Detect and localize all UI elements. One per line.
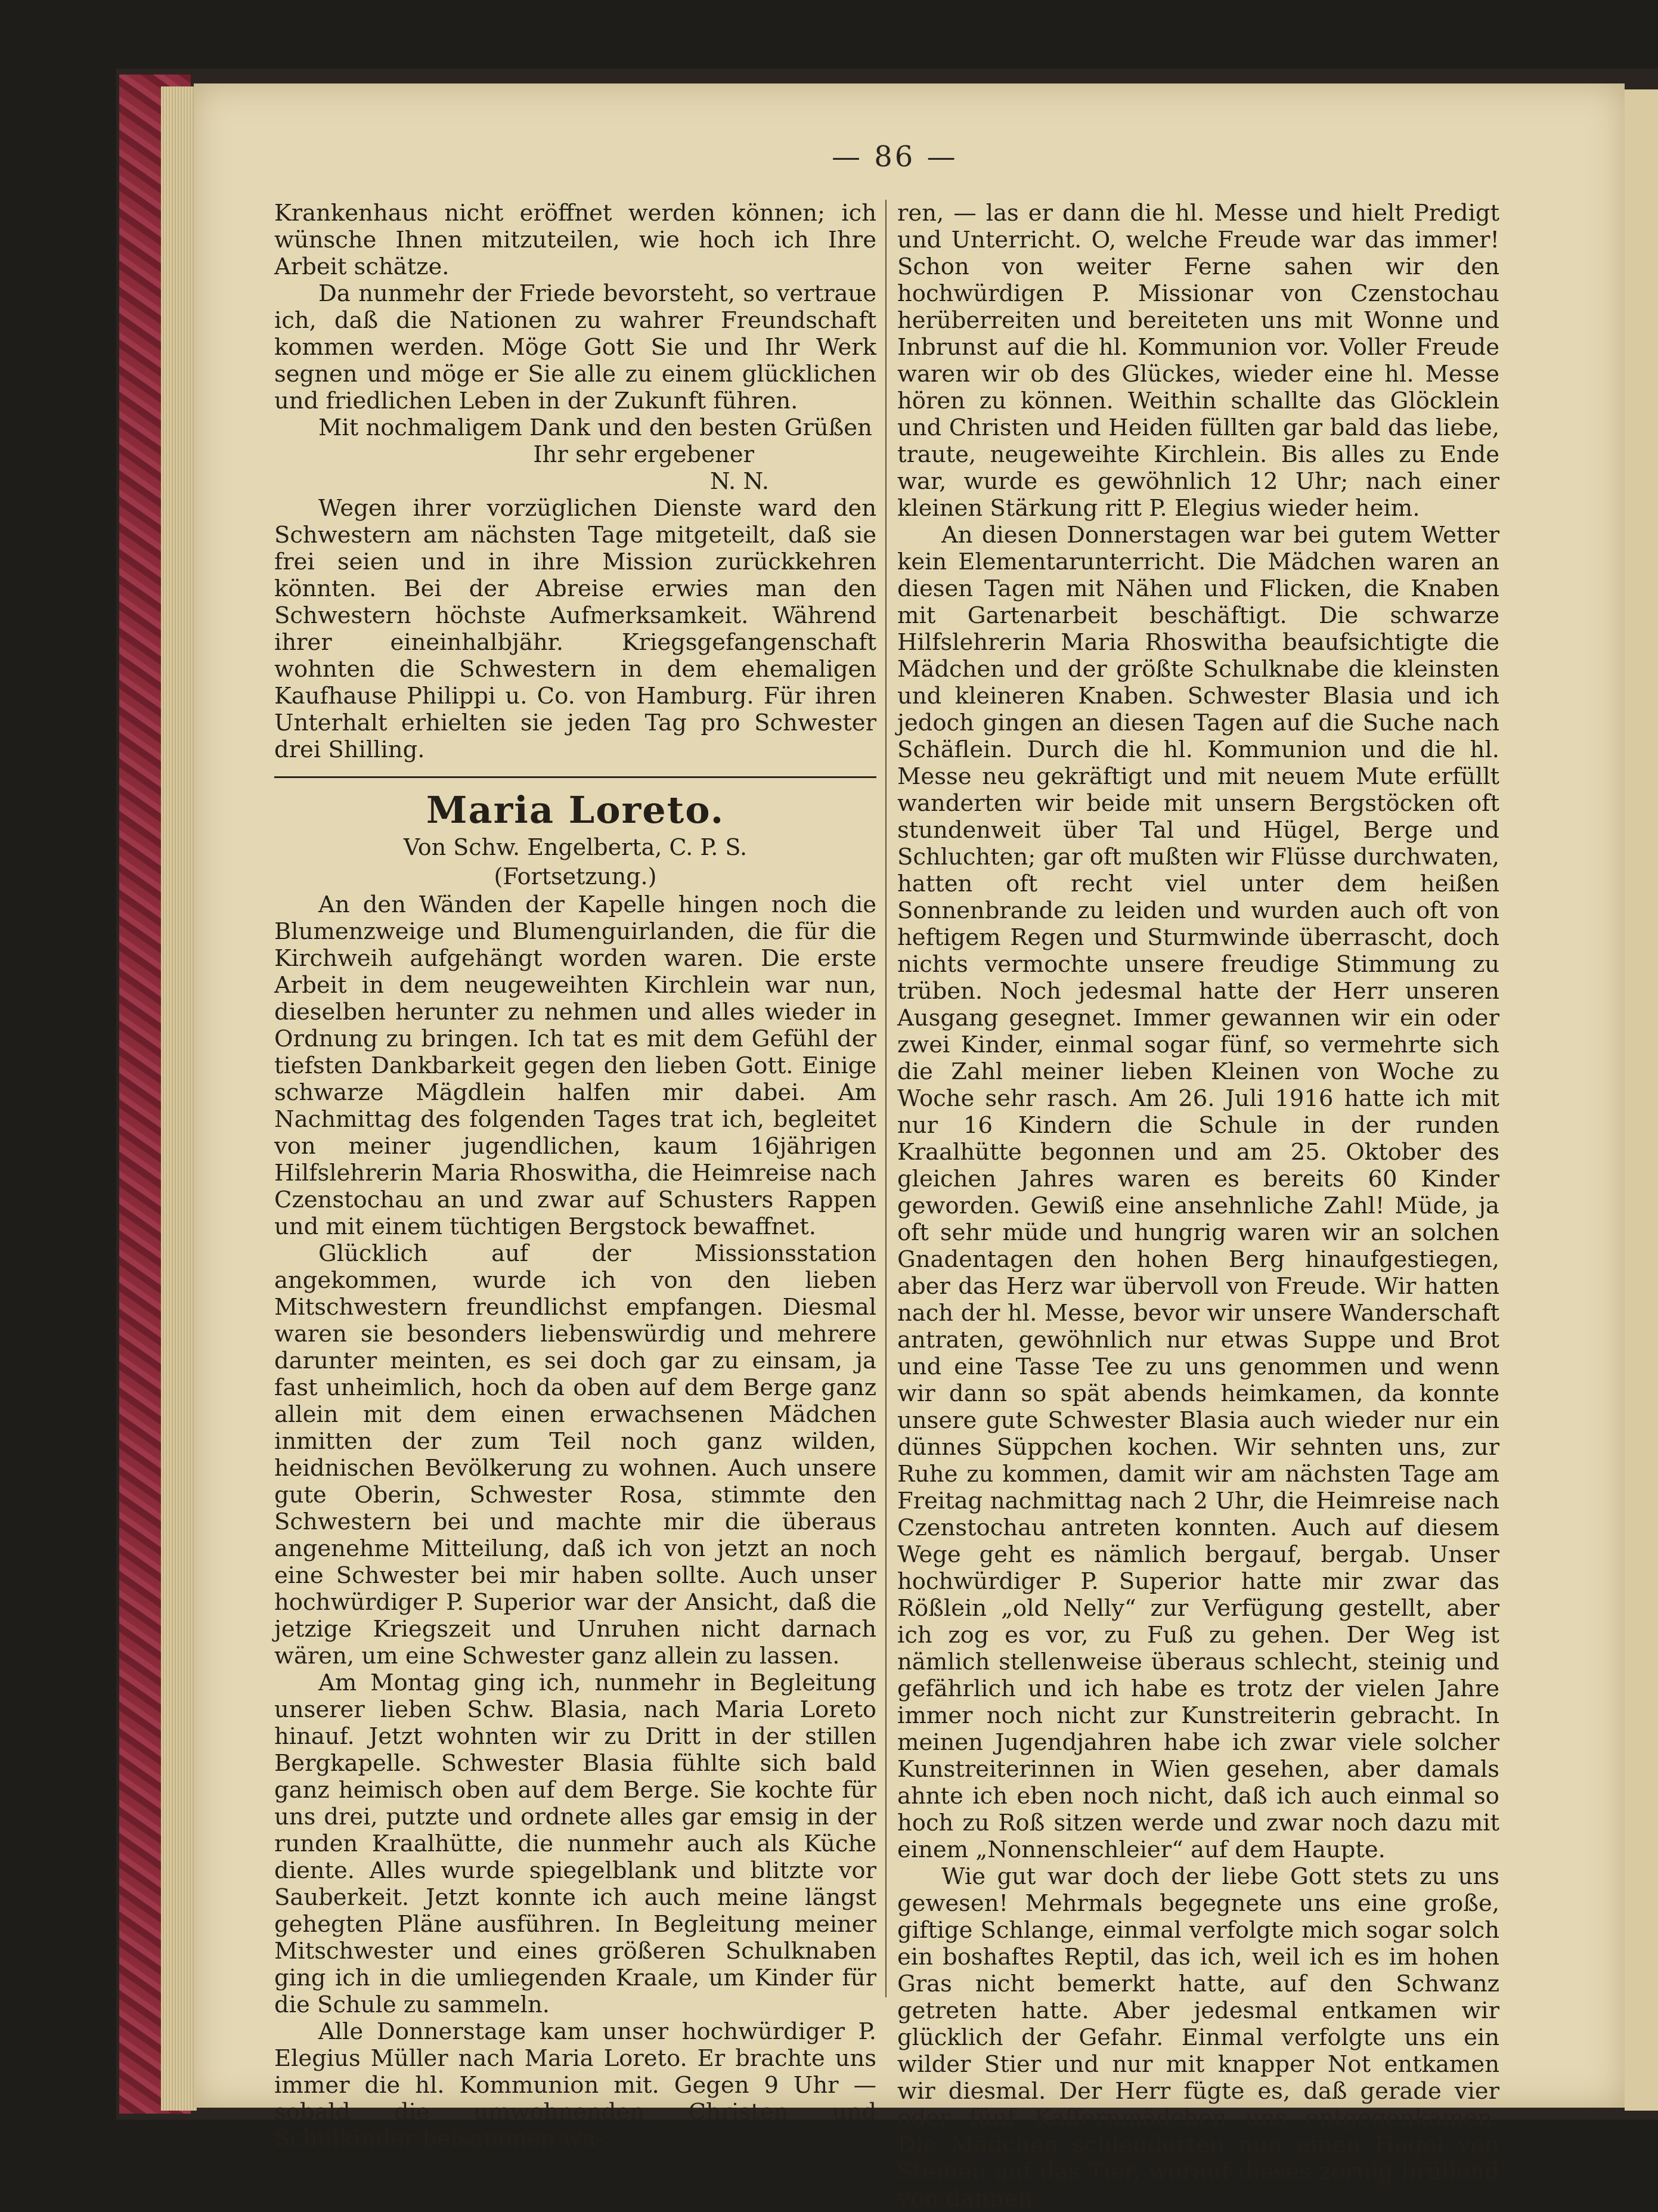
article-paragraph: An den Wänden der Kapelle hingen noch die Blumenzweige und Blumenguirlanden, die für die Kirchweih aufgehängt worden waren. Die erste Arbeit in dem neugeweihten Kirchlein war nun, dieselben herunter zu nehmen und alles wieder in Ordnung zu bringen. Ich tat es mit dem Gefühl der tiefsten Dankbarkeit gegen den lieben Gott. Einige schwarze Mägdlein halfen mir dabei. Am Nachmittag des folgenden Tages trat ich, begleitet von meiner jugendlichen, kaum 16jährigen Hilfslehrerin Maria Rhoswitha, die Heimreise nach Czenstochau an und zwar auf Schusters Rappen und mit einem tüchtigen Bergstock bewaffnet. — [274, 891, 876, 1240]
article-title: Maria Loreto. — [426, 788, 725, 832]
letter-closing: Mit nochmaligem Dank und den besten Grüßen — [318, 414, 872, 441]
article-paragraph: ren, — las er dann die hl. Messe und hielt Predigt und Unterricht. O, welche Freude war das immer! Schon von weiter Ferne sahen wir den hochwürdigen P. Missionar von Czenstochau herüberreiten und bereiteten uns mit Wonne und Inbrunst auf die hl. Kommunion vor. Voller Freude waren wir ob des Glückes, wieder eine hl. Messe hören zu können. Weithin schallte das Glöcklein und Christen und Heiden füllten gar bald das liebe, traute, neugeweihte Kirchlein. Bis alles zu Ende war, wurde es gewöhnlich 12 Uhr; nach einer kleinen Stärkung ritt P. Elegius wieder heim. — [897, 200, 1499, 522]
continuation-note: (Fortsetzung.) — [494, 863, 657, 890]
letter-signature-initials: N. N. — [709, 468, 769, 495]
news-paragraph: Wegen ihrer vorzüglichen Dienste ward den Schwestern am nächsten Tage mitgeteilt, daß sie frei seien und in ihre Mission zurückkehren könnten. Bei der Abreise erwies man den Schwestern höchste Aufmerksamkeit. Während ihrer eineinhalbjähr. Kriegsgefangenschaft wohnten die Schwestern in dem ehemaligen Kaufhause Philippi u. Co. von Hamburg. Für ihren Unterhalt erhielten sie jeden Tag pro Schwester drei Shilling. — [274, 495, 876, 763]
page-number: — 86 — — [832, 140, 958, 174]
article-byline: Von Schw. Engelberta, C. P. S. — [403, 834, 748, 860]
letter-end-paragraph: Krankenhaus nicht eröffnet werden können; ich wünsche Ihnen mitzuteilen, wie hoch ich Ihre Arbeit schätze. — [274, 200, 876, 280]
facing-page-edge — [1625, 89, 1658, 2111]
letter-signature-line: Ihr sehr ergebener — [533, 441, 754, 468]
section-divider — [274, 776, 876, 778]
page-block-edge — [161, 86, 197, 2111]
left-column — [274, 200, 876, 2152]
article-paragraph: An diesen Donnerstagen war bei gutem Wetter kein Elementarunterricht. Die Mädchen waren an diesen Tagen mit Nähen und Flicken, die Knaben mit Gartenarbeit beschäftigt. Die schwarze Hilfslehrerin Maria Rhoswitha beaufsichtigte die Mädchen und der größte Schulknabe die kleinsten und kleineren Knaben. Schwester Blasia und ich jedoch gingen an diesen Tagen auf die Suche nach Schäflein. Durch die hl. Kommunion und die hl. Messe neu gekräftigt und mit neuem Mute erfüllt wanderten wir beide mit unsern Bergstöcken oft stundenweit über Tal und Hügel, Berge und Schluchten; gar oft mußten wir Flüsse durchwaten, hatten oft recht viel unter dem heißen Sonnenbrande zu leiden und wurden auch oft von heftigem Regen und Sturmwinde überrascht, doch nichts vermochte unsere freudige Stimmung zu trüben. Noch jedesmal hatte der Herr unseren Ausgang gesegnet. Immer gewannen wir ein oder zwei Kinder, einmal sogar fünf, so vermehrte sich die Zahl meiner lieben Kleinen von Woche zu Woche sehr rasch. Am 26. Juli 1916 hatte ich mit nur 16 Kindern die Schule in der runden Kraalhütte begonnen und am 25. Oktober des gleichen Jahres waren es bereits 60 Kinder geworden. Gewiß eine ansehnliche Zahl! Müde, ja oft sehr müde und hungrig waren wir an solchen Gnadentagen den hohen Berg hinaufgestiegen, aber das Herz war übervoll von Freude. Wir hatten nach der hl. Messe, bevor wir unsere Wanderschaft antraten, gewöhnlich nur etwas Suppe und Brot und eine Tasse Tee zu uns genommen und wenn wir dann so spät abends heimkamen, da konnte unsere gute Schwester Blasia auch wieder nur ein dünnes Süppchen kochen. Wir sehnten uns, zur Ruhe zu kommen, damit wir am nächsten Tage am Freitag nachmittag nach 2 Uhr, die Heimreise nach Czenstochau antreten konnten. Auch auf diesem Wege geht es nämlich bergauf, bergab. Unser hochwürdiger P. Superior hatte mir zwar das Rößlein „old Nelly“ zur Verfügung gestellt, aber ich zog es vor, zu Fuß zu gehen. Der Weg ist nämlich stellenweise überaus schlecht, steinig und gefährlich und ich habe es trotz der vielen Jahre immer noch nicht zur Kunstreiterin gebracht. In meinen Jugendjahren habe ich zwar viele solcher Kunstreiterinnen in Wien gesehen, aber damals ahnte ich eben noch nicht, daß ich auch einmal so hoch zu Roß sitzen werde und zwar noch dazu mit einem „Nonnenschleier“ auf dem Haupte. — [897, 522, 1499, 1863]
article-paragraph: Glücklich auf der Missionsstation angekommen, wurde ich von den lieben Mitschwestern freundlichst empfangen. Diesmal waren sie besonders liebenswürdig und mehrere darunter meinten, es sei doch gar zu einsam, ja fast unheimlich, hoch da oben auf dem Berge ganz allein mit dem einen erwachsenen Mädchen inmitten der zum Teil noch ganz wilden, heidnischen Bevölkerung zu wohnen. Auch unsere gute Oberin, Schwester Rosa, stimmte den Schwestern bei und machte mir die überaus angenehme Mitteilung, daß ich von jetzt an noch eine Schwester bei mir haben sollte. Auch unser hochwürdiger P. Superior war der Ansicht, daß die jetzige Kriegszeit und Unruhen nicht darnach wären, um eine Schwester ganz allein zu lassen. — [274, 1240, 876, 1669]
column-divider — [885, 200, 887, 1997]
article-paragraph: Wie gut war doch der liebe Gott stets zu uns gewesen! Mehrmals begegnete uns eine große, giftige Schlange, einmal verfolgte mich sogar solch ein boshaftes Reptil, das ich, weil ich es im hohen Gras nicht bemerkt hatte, auf den Schwanz getreten hatte. Aber jedesmal entkamen wir glücklich der Gefahr. Einmal verfolgte uns ein wilder Stier und nur mit knapper Not entkamen wir diesmal. Der Herr fügte es, daß gerade vier oder fünf Kaffernmädchen uns entgegenkamen. Die Mädchen schleuderten nun einen Hagel von Steinen auf das Tier, worauf dieses zornig brüllend von dannen — [897, 1863, 1499, 2212]
article-paragraph: Am Montag ging ich, nunmehr in Begleitung unserer lieben Schw. Blasia, nach Maria Loreto hinauf. Jetzt wohnten wir zu Dritt in der stillen Bergkapelle. Schwester Blasia fühlte sich bald ganz heimisch oben auf dem Berge. Sie kochte für uns drei, putzte und ordnete alles gar emsig in der runden Kraalhütte, die nunmehr auch als Küche diente. Alles wurde spiegelblank und blitzte vor Sauberkeit. Jetzt konnte ich auch meine längst gehegten Pläne ausführen. In Begleitung meiner Mitschwester und eines größeren Schulknaben ging ich in die umliegenden Kraale, um Kinder für die Schule zu sammeln. — [274, 1669, 876, 2018]
letter-paragraph: Da nunmehr der Friede bevorsteht, so vertraue ich, daß die Nationen zu wahrer Freundschaft kommen werden. Möge Gott Sie und Ihr Werk segnen und möge er Sie alle zu einem glücklichen und friedlichen Leben in der Zukunft führen. — [274, 280, 876, 414]
right-column — [897, 200, 1499, 2212]
article-paragraph: Alle Donnerstage kam unser hochwürdiger P. Elegius Müller nach Maria Loreto. Er brachte uns immer die hl. Kommunion mit. Gegen 9 Uhr — sobald die umwohnenden Christen und Schulkinder beisammen wa- — [274, 2018, 876, 2152]
